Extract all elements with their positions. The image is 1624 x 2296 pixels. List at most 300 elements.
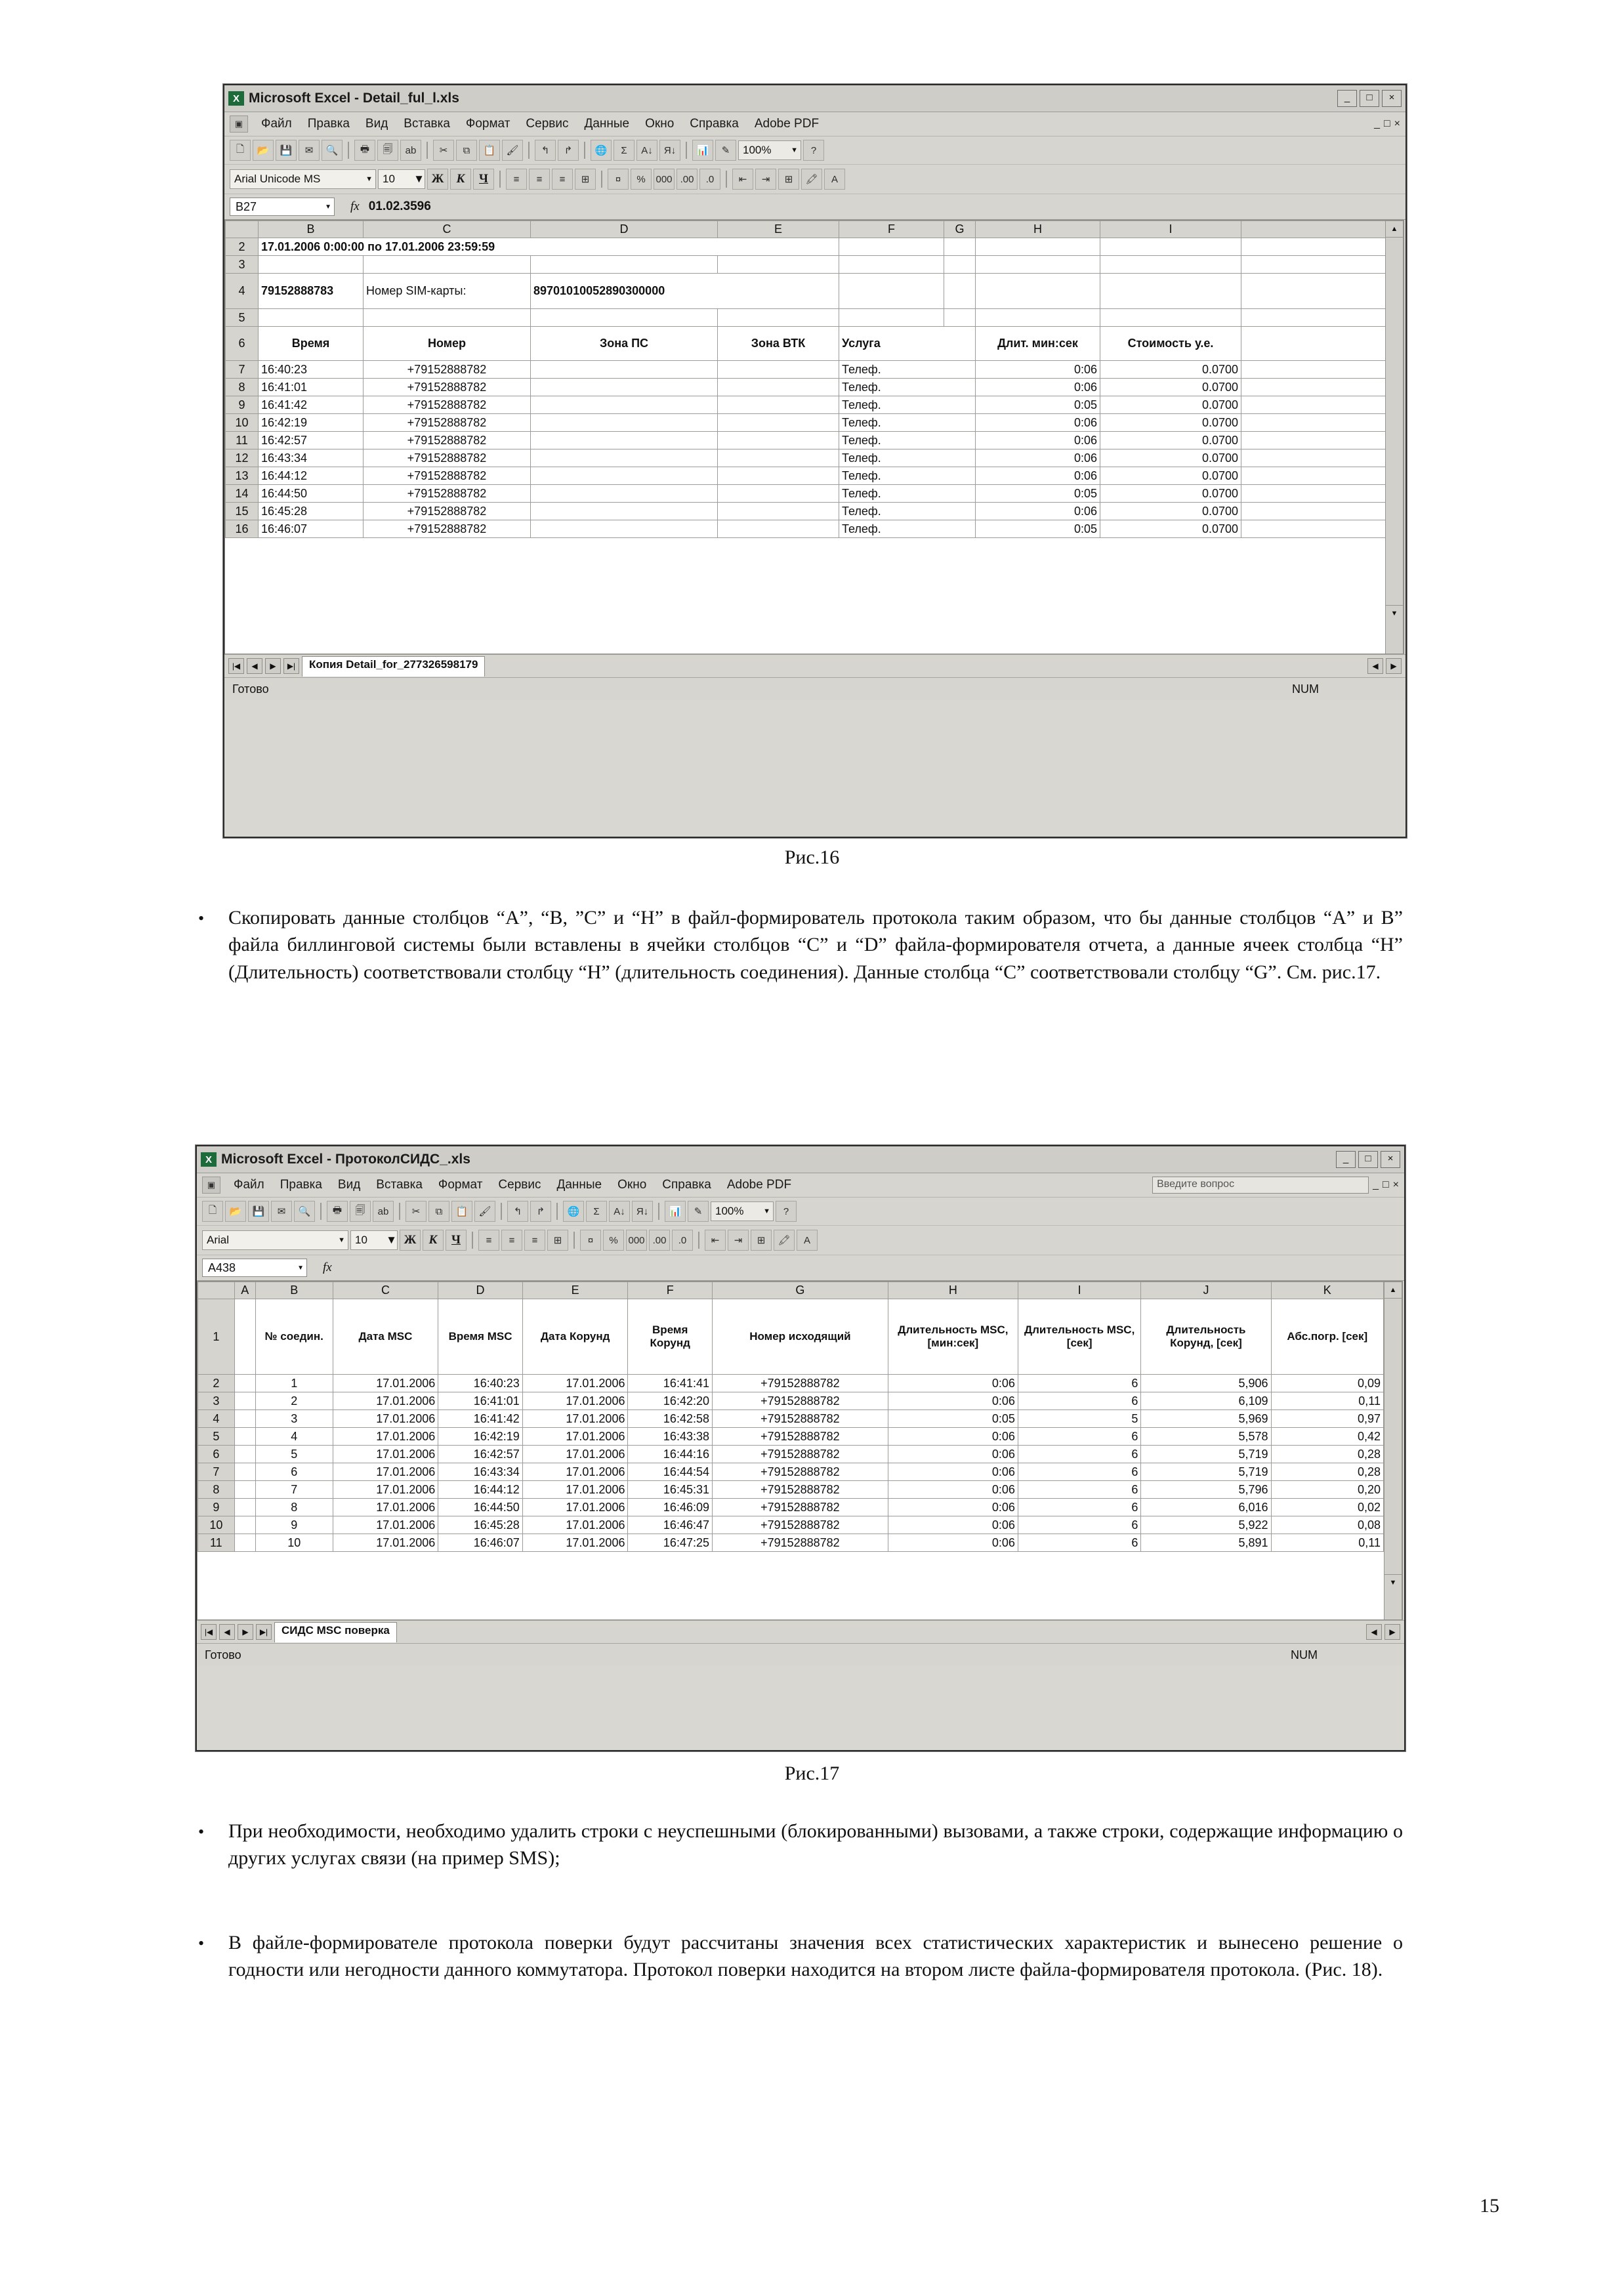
table-row[interactable] [198,1499,1384,1516]
row-header[interactable]: 7 [198,1463,235,1481]
cell-time-msc[interactable]: 16:43:34 [438,1463,523,1481]
cell-sim-label[interactable]: Номер SIM-карты: [364,274,531,309]
cell-service[interactable]: Телеф. [839,432,976,449]
spreadsheet-grid-fig16[interactable] [224,220,1404,654]
chevron-down-icon[interactable]: ▼ [297,1264,304,1272]
cell-number[interactable]: +79152888782 [364,485,531,503]
table-row[interactable] [226,503,1386,520]
col-header-I[interactable]: I [1018,1282,1140,1299]
grid-table[interactable] [225,220,1386,538]
comma-style-button[interactable]: 000 [626,1230,647,1251]
chevron-down-icon[interactable]: ▼ [386,1234,397,1246]
cell-time-msc[interactable]: 16:41:01 [438,1392,523,1410]
cell-service[interactable]: Телеф. [839,520,976,538]
cell-zone-vtk[interactable] [718,485,839,503]
bold-button[interactable]: Ж [427,169,448,190]
save-icon[interactable]: 💾 [276,140,297,161]
prev-sheet-button[interactable]: ◀ [219,1624,235,1640]
row-header-7[interactable]: 7 [226,361,259,379]
header-service[interactable]: Услуга [839,327,976,361]
cell-empty[interactable] [944,238,976,256]
chevron-down-icon[interactable]: ▼ [763,1207,770,1215]
cell-abs-error[interactable]: 0,08 [1271,1516,1383,1534]
currency-button[interactable]: ¤ [608,169,629,190]
table-row[interactable] [226,274,1386,309]
standard-toolbar[interactable] [197,1198,1404,1226]
drawing-icon[interactable]: ✎ [715,140,736,161]
row-header-13[interactable]: 13 [226,467,259,485]
cell-time-msc[interactable]: 16:44:12 [438,1481,523,1499]
col-header-B[interactable]: B [255,1282,333,1299]
cell-time-korund[interactable]: 16:46:47 [628,1516,713,1534]
cell-connection-no[interactable]: 5 [255,1446,333,1463]
header-outgoing-number[interactable]: Номер исходящий [713,1299,888,1375]
format-painter-icon[interactable]: 🖌 [502,140,523,161]
sheet-tab-active[interactable]: СИДС MSC поверка [274,1622,397,1642]
hscroll-left-arrow[interactable]: ◀ [1367,658,1383,674]
name-box[interactable] [202,1259,307,1277]
cell-abs-error[interactable]: 0,97 [1271,1410,1383,1428]
cell-cost[interactable]: 0.0700 [1100,379,1241,396]
header-duration-msc-sec[interactable]: Длительность MSC, [сек] [1018,1299,1140,1375]
row-header-15[interactable]: 15 [226,503,259,520]
save-icon[interactable]: 💾 [248,1201,269,1222]
doc-close-button[interactable]: × [1392,1179,1399,1190]
cell-date-msc[interactable]: 17.01.2006 [333,1516,438,1534]
open-icon[interactable]: 📂 [253,140,274,161]
autosum-icon[interactable]: Σ [614,140,635,161]
cell-time-korund[interactable]: 16:47:25 [628,1534,713,1552]
cell-empty[interactable] [234,1410,255,1428]
col-header-F[interactable]: F [628,1282,713,1299]
cell-cost[interactable]: 0.0700 [1100,503,1241,520]
copy-icon[interactable]: ⧉ [456,140,477,161]
cell-number[interactable]: +79152888782 [364,414,531,432]
table-row[interactable] [198,1410,1384,1428]
window-controls[interactable] [1337,90,1402,107]
col-header-E[interactable]: E [522,1282,628,1299]
table-row[interactable] [198,1392,1384,1410]
cell-date-msc[interactable]: 17.01.2006 [333,1428,438,1446]
cell-empty[interactable] [234,1516,255,1534]
cell-msisdn[interactable]: 79152888783 [259,274,364,309]
cell-connection-no[interactable]: 9 [255,1516,333,1534]
formula-bar[interactable] [224,194,1405,220]
chevron-down-icon[interactable]: ▼ [365,175,373,183]
undo-icon[interactable]: ↰ [507,1201,528,1222]
cell-time[interactable]: 16:42:19 [259,414,364,432]
cell-time[interactable]: 16:40:23 [259,361,364,379]
doc-minimize-button[interactable]: _ [1374,118,1380,129]
cell-empty[interactable] [1241,379,1386,396]
cell-empty[interactable] [1241,449,1386,467]
cell-empty[interactable] [1241,238,1386,256]
cell-duration-msc[interactable]: 0:06 [888,1428,1018,1446]
cell-outgoing-number[interactable]: +79152888782 [713,1499,888,1516]
cell-time[interactable]: 16:45:28 [259,503,364,520]
align-right-button[interactable]: ≡ [552,169,573,190]
cell-duration-korund-sec[interactable]: 5,922 [1141,1516,1271,1534]
cell-date-msc[interactable]: 17.01.2006 [333,1463,438,1481]
cell-zone-vtk[interactable] [718,432,839,449]
hscroll-left-arrow[interactable]: ◀ [1366,1624,1382,1640]
cell-empty[interactable] [944,274,976,309]
cell-duration-korund-sec[interactable]: 5,906 [1141,1375,1271,1392]
cell-zone-ps[interactable] [531,520,718,538]
minimize-button[interactable]: _ [1337,90,1357,107]
cell-empty[interactable] [1241,309,1386,327]
cell-empty[interactable] [976,256,1100,274]
paste-icon[interactable]: 📋 [451,1201,472,1222]
cell-empty[interactable] [234,1534,255,1552]
vertical-scrollbar[interactable] [1385,220,1404,654]
menu-bar[interactable] [224,112,1405,136]
cell-duration[interactable]: 0:06 [976,361,1100,379]
cell-empty[interactable] [1100,274,1241,309]
row-header-14[interactable]: 14 [226,485,259,503]
cell-empty[interactable] [1241,414,1386,432]
cell-time-msc[interactable]: 16:41:42 [438,1410,523,1428]
align-left-button[interactable]: ≡ [478,1230,499,1251]
table-row[interactable] [198,1446,1384,1463]
cell-date-korund[interactable]: 17.01.2006 [522,1410,628,1428]
grid-table[interactable] [198,1282,1384,1552]
cell-date-korund[interactable]: 17.01.2006 [522,1446,628,1463]
cell-number[interactable]: +79152888782 [364,520,531,538]
standard-toolbar[interactable] [224,136,1405,165]
cell-date-korund[interactable]: 17.01.2006 [522,1481,628,1499]
col-header-K[interactable]: K [1271,1282,1383,1299]
cell-time-korund[interactable]: 16:46:09 [628,1499,713,1516]
col-header-G[interactable]: G [944,221,976,238]
cell-cost[interactable]: 0.0700 [1100,396,1241,414]
cell-empty[interactable] [1100,238,1241,256]
row-header-12[interactable]: 12 [226,449,259,467]
cell-outgoing-number[interactable]: +79152888782 [713,1375,888,1392]
spelling-icon[interactable]: ab [373,1201,394,1222]
cell-duration-msc[interactable]: 0:05 [888,1410,1018,1428]
merge-cells-button[interactable]: ⊞ [547,1230,568,1251]
table-row[interactable] [226,238,1386,256]
col-header-H[interactable]: H [976,221,1100,238]
cell-empty[interactable] [944,256,976,274]
cell-date-msc[interactable]: 17.01.2006 [333,1446,438,1463]
cell-service[interactable]: Телеф. [839,361,976,379]
fx-icon[interactable]: fx [323,1261,332,1274]
cell-service[interactable]: Телеф. [839,379,976,396]
increase-indent-button[interactable]: ⇥ [755,169,776,190]
cell-duration-msc-sec[interactable]: 6 [1018,1392,1140,1410]
cell-duration[interactable]: 0:06 [976,503,1100,520]
table-row[interactable] [226,467,1386,485]
row-header-2[interactable]: 2 [226,238,259,256]
cell-empty[interactable] [1241,485,1386,503]
cell-empty[interactable] [976,238,1100,256]
align-right-button[interactable]: ≡ [524,1230,545,1251]
comma-style-button[interactable]: 000 [654,169,675,190]
cell-duration[interactable]: 0:05 [976,396,1100,414]
cut-icon[interactable]: ✂ [433,140,454,161]
cell-duration[interactable]: 0:05 [976,485,1100,503]
header-duration-korund-sec[interactable]: Длительность Корунд, [сек] [1141,1299,1271,1375]
cell-empty[interactable] [1241,432,1386,449]
cell-time-korund[interactable]: 16:42:20 [628,1392,713,1410]
cell-sim-number[interactable]: 89701010052890300000 [531,274,839,309]
cell-empty[interactable] [234,1392,255,1410]
row-header[interactable]: 11 [198,1534,235,1552]
print-icon[interactable]: 🖶 [327,1201,348,1222]
menu-item-tools[interactable]: Сервис [498,1178,541,1192]
cell-empty[interactable] [259,256,364,274]
col-header-E[interactable]: E [718,221,839,238]
zoom-select[interactable] [711,1201,774,1221]
cell-zone-ps[interactable] [531,503,718,520]
row-header-6[interactable]: 6 [226,327,259,361]
cell-empty[interactable] [839,274,944,309]
cell-date-korund[interactable]: 17.01.2006 [522,1499,628,1516]
spreadsheet-grid-fig17[interactable] [197,1281,1403,1620]
cell-duration-msc[interactable]: 0:06 [888,1392,1018,1410]
cell-abs-error[interactable]: 0,20 [1271,1481,1383,1499]
percent-button[interactable]: % [631,169,652,190]
cell-time-korund[interactable]: 16:44:54 [628,1463,713,1481]
cell-duration-msc-sec[interactable]: 6 [1018,1499,1140,1516]
cell-time-msc[interactable]: 16:42:57 [438,1446,523,1463]
cell-service[interactable]: Телеф. [839,449,976,467]
header-time[interactable]: Время [259,327,364,361]
currency-button[interactable]: ¤ [580,1230,601,1251]
cell-duration-msc-sec[interactable]: 6 [1018,1516,1140,1534]
cell-outgoing-number[interactable]: +79152888782 [713,1428,888,1446]
chevron-down-icon[interactable]: ▼ [338,1236,345,1244]
cell-time-msc[interactable]: 16:42:19 [438,1428,523,1446]
print-preview-icon[interactable]: 🗐 [377,140,398,161]
cell-time[interactable]: 16:43:34 [259,449,364,467]
cell-outgoing-number[interactable]: +79152888782 [713,1534,888,1552]
corner-cell[interactable] [226,221,259,238]
cell-time[interactable]: 16:44:50 [259,485,364,503]
col-header-C[interactable]: C [364,221,531,238]
cell-duration-korund-sec[interactable]: 5,578 [1141,1428,1271,1446]
cell-connection-no[interactable]: 7 [255,1481,333,1499]
sort-asc-icon[interactable]: A↓ [636,140,657,161]
hyperlink-icon[interactable]: 🌐 [591,140,612,161]
cell-zone-ps[interactable] [531,361,718,379]
cell-time-korund[interactable]: 16:43:38 [628,1428,713,1446]
undo-icon[interactable]: ↰ [535,140,556,161]
row-header[interactable]: 5 [198,1428,235,1446]
menu-item-file[interactable]: Файл [261,117,292,131]
font-size-select[interactable] [350,1230,398,1250]
cell-service[interactable]: Телеф. [839,485,976,503]
table-row[interactable] [226,520,1386,538]
cell-time[interactable]: 16:41:01 [259,379,364,396]
close-button[interactable]: × [1382,90,1402,107]
align-center-button[interactable]: ≡ [529,169,550,190]
cell-duration-korund-sec[interactable]: 6,109 [1141,1392,1271,1410]
cell-duration[interactable]: 0:06 [976,432,1100,449]
redo-icon[interactable]: ↱ [530,1201,551,1222]
maximize-button[interactable]: □ [1358,1151,1378,1168]
cell-date-msc[interactable]: 17.01.2006 [333,1481,438,1499]
cell-cost[interactable]: 0.0700 [1100,467,1241,485]
cell-duration-msc[interactable]: 0:06 [888,1499,1018,1516]
table-row[interactable] [198,1463,1384,1481]
row-header-8[interactable]: 8 [226,379,259,396]
header-zone-ps[interactable]: Зона ПС [531,327,718,361]
merge-cells-button[interactable]: ⊞ [575,169,596,190]
hscroll-right-arrow[interactable]: ▶ [1385,1624,1400,1640]
col-header-J[interactable]: J [1141,1282,1271,1299]
doc-close-button[interactable]: × [1394,118,1400,129]
cell-duration-msc[interactable]: 0:06 [888,1516,1018,1534]
scroll-down-arrow[interactable]: ▼ [1385,1574,1402,1591]
cell-duration-msc-sec[interactable]: 6 [1018,1481,1140,1499]
cell-zone-ps[interactable] [531,396,718,414]
cell-number[interactable]: +79152888782 [364,432,531,449]
cell-duration-korund-sec[interactable]: 5,719 [1141,1463,1271,1481]
cell-empty[interactable] [1241,396,1386,414]
table-header-row[interactable] [198,1299,1384,1375]
cell-service[interactable]: Телеф. [839,467,976,485]
first-sheet-button[interactable]: |◀ [228,658,244,674]
cell-number[interactable]: +79152888782 [364,396,531,414]
col-header-D[interactable]: D [531,221,718,238]
cell-empty[interactable] [1100,256,1241,274]
open-icon[interactable]: 📂 [225,1201,246,1222]
cell-empty[interactable] [1241,520,1386,538]
underline-button[interactable]: Ч [446,1230,467,1251]
scroll-up-arrow[interactable]: ▲ [1385,1282,1402,1299]
align-left-button[interactable]: ≡ [506,169,527,190]
menu-item-edit[interactable]: Правка [307,117,350,131]
header-time-korund[interactable]: Время Корунд [628,1299,713,1375]
cell-zone-vtk[interactable] [718,520,839,538]
cell-date-korund[interactable]: 17.01.2006 [522,1392,628,1410]
cell-empty[interactable] [1241,467,1386,485]
table-row[interactable] [226,256,1386,274]
cell-empty[interactable] [944,309,976,327]
cell-empty[interactable] [976,274,1100,309]
ask-a-question-input[interactable]: Введите вопрос [1152,1177,1369,1194]
ask-and-controls[interactable] [1152,1177,1399,1194]
doc-restore-button[interactable]: □ [1382,1179,1389,1190]
menu-item-adobe-pdf[interactable]: Adobe PDF [754,117,820,131]
cell-number[interactable]: +79152888782 [364,467,531,485]
cell-duration[interactable]: 0:06 [976,414,1100,432]
cell-time-korund[interactable]: 16:44:16 [628,1446,713,1463]
cell-duration-msc-sec[interactable]: 6 [1018,1534,1140,1552]
table-header-row[interactable] [226,327,1386,361]
cell-empty[interactable] [234,1499,255,1516]
window-controls[interactable] [1336,1151,1400,1168]
cell-zone-ps[interactable] [531,432,718,449]
header-duration[interactable]: Длит. мин:сек [976,327,1100,361]
cell-number[interactable]: +79152888782 [364,449,531,467]
cell-zone-vtk[interactable] [718,503,839,520]
cell-empty[interactable] [1100,309,1241,327]
menu-item-format[interactable]: Формат [438,1178,483,1192]
row-header-4[interactable]: 4 [226,274,259,309]
fx-icon[interactable]: fx [350,199,360,213]
cell-empty[interactable] [976,309,1100,327]
decrease-decimal-button[interactable]: .0 [699,169,720,190]
cell-duration-msc-sec[interactable]: 6 [1018,1375,1140,1392]
cell-service[interactable]: Телеф. [839,414,976,432]
print-icon[interactable]: 🖶 [354,140,375,161]
last-sheet-button[interactable]: ▶| [283,658,299,674]
cell-date-korund[interactable]: 17.01.2006 [522,1463,628,1481]
cell-duration-msc[interactable]: 0:06 [888,1375,1018,1392]
cell-connection-no[interactable]: 3 [255,1410,333,1428]
header-date-korund[interactable]: Дата Корунд [522,1299,628,1375]
cell-abs-error[interactable]: 0,28 [1271,1446,1383,1463]
table-row[interactable] [198,1481,1384,1499]
cell-number[interactable]: +79152888782 [364,379,531,396]
cell-duration-msc-sec[interactable]: 6 [1018,1446,1140,1463]
hyperlink-icon[interactable]: 🌐 [563,1201,584,1222]
table-row[interactable] [226,361,1386,379]
cell-date-msc[interactable]: 17.01.2006 [333,1499,438,1516]
cell-connection-no[interactable]: 6 [255,1463,333,1481]
increase-decimal-button[interactable]: .00 [677,169,697,190]
cell-empty[interactable] [234,1299,255,1375]
row-header[interactable]: 10 [198,1516,235,1534]
cell-zone-ps[interactable] [531,379,718,396]
cell-duration-msc[interactable]: 0:06 [888,1446,1018,1463]
row-header-5[interactable]: 5 [226,309,259,327]
cell-date-korund[interactable]: 17.01.2006 [522,1375,628,1392]
redo-icon[interactable]: ↱ [558,140,579,161]
header-number[interactable]: Номер [364,327,531,361]
cell-zone-ps[interactable] [531,414,718,432]
cell-zone-vtk[interactable] [718,467,839,485]
row-header[interactable]: 4 [198,1410,235,1428]
cell-cost[interactable]: 0.0700 [1100,449,1241,467]
cell-duration-msc-sec[interactable]: 5 [1018,1410,1140,1428]
cell-empty[interactable] [234,1446,255,1463]
table-row[interactable] [198,1516,1384,1534]
sort-desc-icon[interactable]: Я↓ [659,140,680,161]
cell-empty[interactable] [839,309,944,327]
cell-connection-no[interactable]: 1 [255,1375,333,1392]
cell-time-msc[interactable]: 16:45:28 [438,1516,523,1534]
cell-abs-error[interactable]: 0,11 [1271,1534,1383,1552]
percent-button[interactable]: % [603,1230,624,1251]
cell-duration-msc[interactable]: 0:06 [888,1534,1018,1552]
row-header[interactable]: 9 [198,1499,235,1516]
menu-item-help[interactable]: Справка [690,117,739,131]
cell-empty[interactable] [1241,503,1386,520]
cell-time[interactable]: 16:41:42 [259,396,364,414]
cell-cost[interactable]: 0.0700 [1100,361,1241,379]
table-row[interactable] [226,449,1386,467]
sheet-tab-bar[interactable] [197,1620,1404,1643]
row-header-9[interactable]: 9 [226,396,259,414]
maximize-button[interactable]: □ [1360,90,1379,107]
cell-empty[interactable] [718,309,839,327]
vertical-scrollbar[interactable] [1384,1282,1402,1620]
menu-item-edit[interactable]: Правка [280,1178,322,1192]
sort-desc-icon[interactable]: Я↓ [632,1201,653,1222]
row-header[interactable]: 8 [198,1481,235,1499]
cell-duration-korund-sec[interactable]: 5,891 [1141,1534,1271,1552]
formatting-toolbar[interactable] [224,165,1405,194]
cell-duration-msc[interactable]: 0:06 [888,1481,1018,1499]
cell-duration-msc-sec[interactable]: 6 [1018,1463,1140,1481]
last-sheet-button[interactable]: ▶| [256,1624,272,1640]
first-sheet-button[interactable]: |◀ [201,1624,217,1640]
